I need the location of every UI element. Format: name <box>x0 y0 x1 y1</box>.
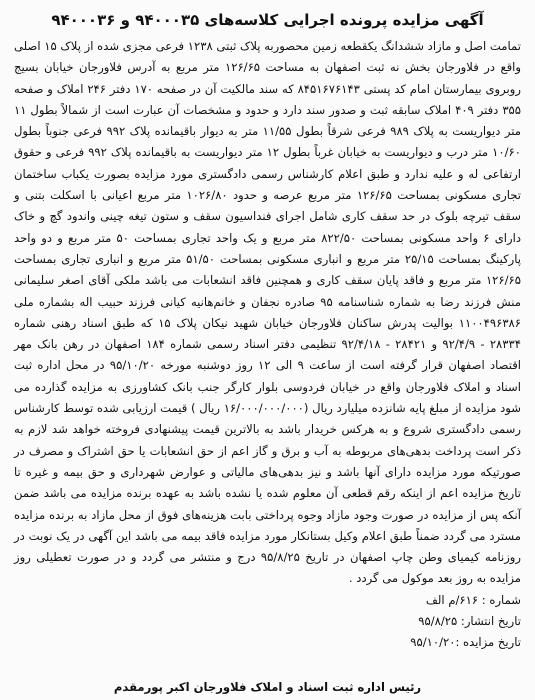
notice-number: شماره : ۶۱۶/م الف <box>425 592 521 607</box>
notice-title: آگهی مزایده پرونده اجرایی کلاسه‌های ۹۴۰۰۰۳۵ و ۹۴۰۰۰۳۶ <box>51 11 484 29</box>
signature-line: رئیس اداره ثبت اسناد و املاک فلاورجان اکبر پورمقدم <box>113 680 422 694</box>
publish-date: تاریخ انتشار: ۹۵/۸/۲۵ <box>418 613 521 628</box>
notice-meta <box>14 590 521 653</box>
auction-date: تاریخ مزایده :۹۵/۱۰/۲۰ <box>410 634 521 649</box>
notice-body: تمامت اصل و مازاد ششدانگ یکقطعه زمین محصوربه پلاک ثبتی ۱۲۳۸ فرعی مجزی شده از پلاک ۱۵ اصلی واقع در فلاورجان بخش نه ثبت اصفهان به مساحت ۱۲۶/۶۵ متر مربع به آدرس فلاورجان خیابان بسیج روبروی بیمارستان امام کد پستی ۸۴۵۱۶۷۶۱۴۳ که سند مالکیت آن در صفحه ۱۷۰ دفتر ۲۴۶ املاک و صفحه ۳۵۵ دفتر ۴۰۹ املاک سابقه ثبت و صدور سند دارد و حدود و مشخصات آن عبارت است از شمالاً بطول ۱۱ متر دیواریست به پلاک ۹۸۹ فرعی شرقاً بطول ۱۱/۵۵ متر به دیوار باقیمانده پلاک ۹۹۲ فرعی جنوباً بطول ۱۰/۶۰ متر درب و دیواریست به خیابان غرباً بطول ۱۲ متر دیواریست به باقیمانده پلاک ۹۹۲ فرعی و حقوق ارتفاعی له و علیه ندارد و طبق اعلام کارشناس رسمی دادگستری مورد مزایده بصورت یکباب ساختمان تجاری مسکونی بمساحت ۱۲۶/۶۵ متر مربع عرصه و حدود ۱۰۲۶/۸۰ متر مربع اعیانی با اسکلت بتنی و سقف تیرچه بلوک در حد سقف کاری شامل اجرای فنداسیون سقف و ستون تیغه چینی واندود گچ و خاک دارای ۶ واحد مسکونی بمساحت ۸۲۲/۵۰ متر مربع و یک واحد تجاری بمساحت ۵۰ متر مربع و دو واحد پارکینگ بمساحت ۲۵/۱۵ متر مربع و انباری مسکونی بمساحت ۵۱/۵۰ متر مربع و انباری تجاری بمساحت ۱۲۶/۶۵ متر مربع و فاقد پایان سقف کاری و همچنین فاقد انشعابات می باشد ملکی آقای اصغر سلیمانی منش فرزند رضا به شماره شناسنامه ۹۵ صادره نجفان و خانم‌هانیه کیانی فرزند حبیب اله بشماره ملی ۱۱۰۰۴۹۶۳۸۶ بوالیت پدرش ساکنان فلاورجان خیابان شهید نیکان پلاک ۱۵ که طبق اسناد رهنی شماره ۲۸۳۳۴ - ۹۲/۴/۹ و ۲۸۴۲۱ - ۹۲/۴/۱۸ تنظیمی دفتر اسناد رسمی شماره ۱۸۴ اصفهان در رهن بانک مهر اقتصاد اصفهان قرار گرفته است از ساعت ۹ الی ۱۲ روز دوشنبه مورخه ۹۵/۱۰/۲۰ در محل اداره ثبت اسناد و املاک فلاورجان واقع در خیابان فردوسی بلوار کارگر جنب بانک کشاورزی به مزایده گذارده می شود مزایده از مبلغ پایه شانزده میلیارد ریال (۱۶/۰۰۰/۰۰۰/۰۰۰ ریال ) قیمت ارزیابی شده توسط کارشناس رسمی دادگستری شروع و به هرکس خریدار باشد به بالاترین قیمت پیشنهادی فروخته خواهد شد لازم به ذکر است پرداخت بدهی‌های مربوطه به آب و برق و گاز اعم از حق انشعابات یا حق اشتراک و مصرف در صورتیکه مورد مزایده دارای آنها باشد و نیز بدهی‌های مالیاتی و عوارض شهرداری و حق بیمه و غیره تا تاریخ مزایده اعم از اینکه رقم قطعی آن معلوم شده یا نشده باشد به عهده برنده مزایده می باشد ضمن آنکه پس از مزایده در صورت وجود مازاد وجوه پرداختی بابت هزینه‌های فوق از محل مازاد به برنده مزایده مسترد می گردد ضمناً طبق اعلام وکیل بستانکار مورد مزایده فاقد بیمه می باشد این آگهی در یک نوبت در روزنامه کیمیای وطن چاپ اصفهان در تاریخ ۹۵/۸/۲۵ درج و منتشر می گردد و در صورت تعطیلی روز مزایده به روز بعد موکول می گردد . <box>14 39 522 586</box>
